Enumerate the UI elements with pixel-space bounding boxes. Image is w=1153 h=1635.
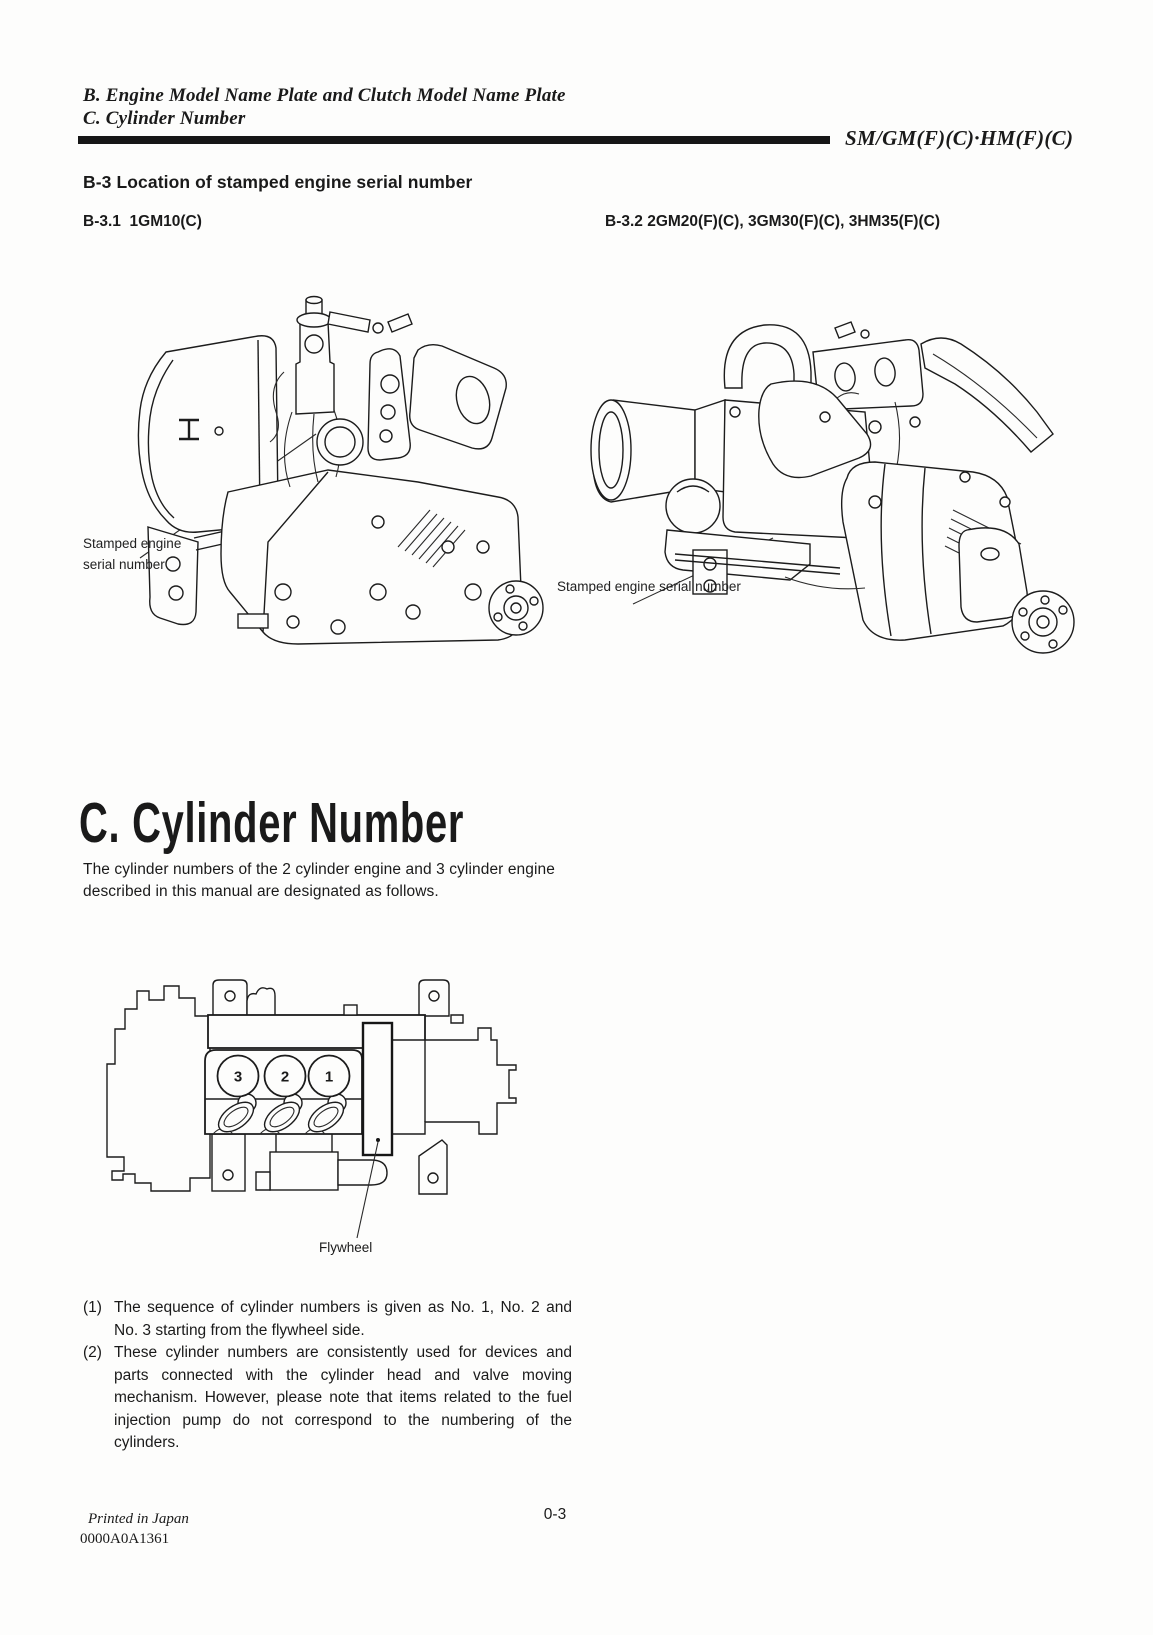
header-line-1: B. Engine Model Name Plate and Clutch Model Name Plate [83,85,566,106]
cylinder-number-3: 3 [233,1068,243,1086]
engine-figure-1gm10 [78,292,553,688]
note-item-2 [83,1342,572,1455]
engine-figure-2gm-3gm-3hm [575,292,1080,672]
note-item-1 [83,1297,572,1342]
section-b3-title: B-3 Location of stamped engine serial number [83,172,473,192]
cylinder-number-1: 1 [324,1068,334,1086]
note-text-2: These cylinder numbers are consistently used for devices and parts connected with the cylinder head and valve moving mechanism. However, please note that items related to the fuel injection pump do not correspond to the numbering of the cylinders. [114,1344,572,1451]
header-rule [78,136,830,144]
cylinder-number-2: 2 [280,1068,290,1086]
note-number-2: (2) [83,1344,102,1361]
running-header [83,84,566,130]
section-c-notes [83,1297,572,1455]
figure1-callout-line2: serial number [83,557,165,572]
footer-doc-code: 0000A0A1361 [80,1531,170,1547]
note-number-1: (1) [83,1299,102,1316]
cylinder-number-diagram [95,928,530,1268]
subsection-b32-title: B-3.2 2GM20(F)(C), 3GM30(F)(C), 3HM35(F)(C) [605,213,940,230]
footer-printed-in: Printed in Japan [88,1511,189,1527]
model-code: SM/GM(F)(C)·HM(F)(C) [845,126,1074,150]
figure1-callout [83,533,181,575]
header-line-2: C. Cylinder Number [83,108,246,129]
figure1-callout-line1: Stamped engine [83,536,182,551]
note-text-1: The sequence of cylinder numbers is given as No. 1, No. 2 and No. 3 starting from the flywheel side. [114,1299,572,1339]
section-c-title: C. Cylinder Number [79,791,465,855]
flywheel-rect [363,1023,392,1155]
figure2-callout: Stamped engine serial number [557,579,741,594]
subsection-b31-title: B-3.1 1GM10(C) [83,213,202,230]
section-c-intro: The cylinder numbers of the 2 cylinder engine and 3 cylinder engine described in this manual are designated as follows. [83,861,555,900]
flywheel-label: Flywheel [319,1240,373,1255]
page-number: 0-3 [543,1506,567,1523]
